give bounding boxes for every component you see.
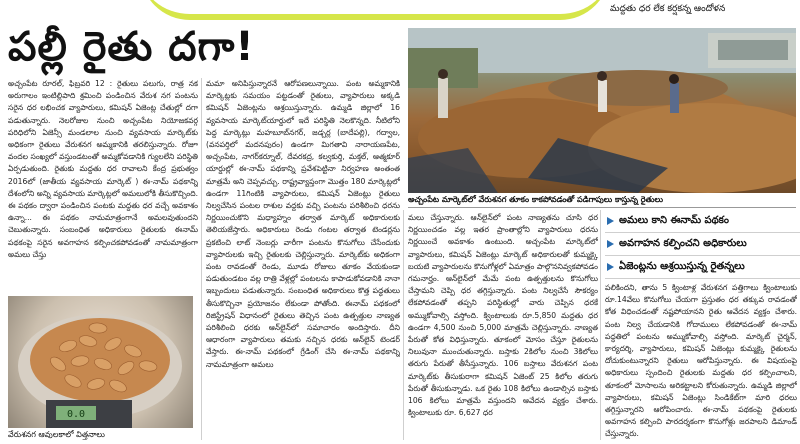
column-4-text: పలికిందని, తాను 5 క్వింటాళ్ల వేరుశనగ పత్తిగాలు క్వింటాలుకు రూ.14వేలు కొనుగోలు చేయగా ప్రస్తుతం ధర తక్కువ రావడంతో కోత విధించడంతో నష్టపోయానని రైతు ఆవేదన వ్యక్తం చేశారు. పంట నిల్వ చేయడానికి గోదాములు లేకపోవడంతో ఈ-నామ్ పద్ధతిలో పంటను అమ్ముకోవాల్సి వస్తోంది. మార్కెట్ చైర్మన్, కార్యదర్శి, వ్యాపారులు, కమిషన్ ఏజెంట్లు కుమ్మక్కై రైతులను దోచుకుంటున్నారని రైతులు ఆరోపిస్తున్నారు. ఈ విషయంపై అధికారులు స్పందించి రైతులకు మద్దతు ధర కల్పించాలని, తూకంలో మోసాలను అరికట్టాలని కోరుతున్నారు. ఉమ్మడి జిల్లాలో వ్యాపారులు, కమిషన్ ఏజెంట్లు సిండికేట్‌గా మారి ధరలు తగ్గిస్తున్నారని ఆరోపించారు. ఈ-నామ్ పథకంపై రైతులకు అవగాహన కల్పించి పారదర్శకంగా కొనుగోళ్లు జరపాలని డిమాండ్ చేస్తున్నారు. bbox=[605, 283, 797, 439]
article-column-4 bbox=[605, 282, 797, 442]
groundnut-photo bbox=[8, 296, 193, 428]
groundnut-photo-caption: వేరుశనగ ఆవులకాలో విత్తనాలు bbox=[8, 430, 105, 439]
column-2-text: మమా అనిపిస్తున్నారనే ఆరోపణలున్నాయి. పంట అమ్మకానికి మార్కెట్లకు సమయం పట్టడంతో రైతులు, వ్యాపారులు అక్కడి కమిషన్ ఏజెంట్లను ఆశ్రయిస్తున్నారు. ఉమ్మడి జిల్లాలో 16 వ్యవసాయ మార్కెట్‌యార్డులో ఇదే పరిస్థితి నెలకొన్నది. నీటిలోని పెద్ద మార్కెట్లు మహబూబ్‌నగర్, జడ్చర్ల (బాదేపల్లి), గద్వాల, (వనపర్తిలో మదనపురం) ఉండగా మిగతావి నారాయణపేట, అచ్చంపేట, నాగర్‌కర్నూల్, దేవరకద్ర, కల్వకుర్తి, మక్తల్, ఆత్మకూర్ యార్డుల్లో ఈ-నామ్ పథకాన్ని ప్రవేశపెట్టినా నిర్వహణ అంతంత మాత్రమే అని చెప్పవచ్చు. రాష్ట్రవ్యాప్తంగా మొత్తం 180 మార్కెట్లలో ఉండగా 11గింటికి వ్యాపారులు, కమిషన్ ఏజెంట్లు రైతులు నిల్వచేసిన పంటల రాశుల వద్దకు వచ్చి పంటను పరిశీలించి ధరను నిర్ణయించుకొని మధ్యాహ్నం తర్వాత మార్కెట్ అధికారులకు తెలియజేస్తారు. అధికారులు రెండు గంటల తర్వాత టెండర్లను ప్రకటించి లాట్ నెంబర్లు వారీగా పంటను కొనుగోలు చేసేందుకు వ్యాపారులకు ఇచ్చి రైతులకు చెల్లిస్తున్నారు. మార్కెట్‌కు అధికంగా పంట రావడంతో రెండు, మూడు రోజులు తూకం వేయకుండా పడుతుండటం వల్ల రాత్రి వేళ్లల్లో పంటలను కాపాడుకోవడానికి నానా ఇబ్బందులు పడుతున్నారు. సంబంధిత అధికారులు కొత్త పద్ధతులు తీసుకొచ్చినా ప్రయోజనం లేకుండా పోతోంది. ఈనామ్ పథకంలో రిజిస్ట్రేషన్ విధానంలో రైతులు తెచ్చిన పంట ఉత్పత్తుల నాణ్యత పరిశీలించి ధరకు ఆన్‌లైన్‌లో సమాచారం అందిస్తారు. దీని ఆధారంగా వ్యాపారులు తమకు నచ్చిన ధరకు ఆన్‌లైన్ టెండర్ వేస్తారు. ఈ-నామ్ పథకంలో గ్రేడింగ్ చేసి ఈ-నామ్ పథకాన్ని నామమాత్రంగా అమలు bbox=[206, 79, 400, 369]
highlight-item: అమలు కాని ఈనామ్ పథకం bbox=[605, 210, 800, 233]
column-divider bbox=[201, 78, 202, 440]
column-divider bbox=[600, 210, 601, 440]
column-3-text: మలు చేస్తున్నారు. ఆన్‌లైన్‌లో పంట నాణ్యతను చూసి ధర నిర్ణయించడం వల్ల ఇతర ప్రాంతాల్లోని వ్యాపారులు ధరను నిర్ణయించే అవకాశం ఉంటుంది. అచ్చంపేట మార్కెట్‌లో వ్యాపారులు, కమిషన్ ఏజెంట్లు మార్కెట్ అధికారులతో కుమ్మక్కై బయటి వ్యాపారులను కొనుగోళ్లలో ఏమాత్రం పాల్గొననివ్వకపోవడం గమనార్హం. ఆన్‌లైన్‌లో మేమే పంట ఉత్పత్తులను కొనుగోలు చేస్తామని చెప్పి ధర తగ్గిస్తున్నారు. పంట నిల్వచేసే సౌకర్యం లేకపోవడంతో తప్పని పరిస్థితుల్లో వారు చెప్పిన ధరకే అమ్ముకోవాల్సి వస్తోంది. క్వింటాలుకు రూ.5,850 మద్దతు ధర ఉండగా 4,500 నుంచి 5,000 మాత్రమే చెల్లిస్తున్నారు. నాణ్యత పేరుతో కోత విధిస్తున్నారు. తూకంలో మోసం చేస్తూ రైతులను నిలువునా ముంచుతున్నారు. బస్తాకు 2కిలోల నుంచి 3కిలోలు తరుగు పేరుతో తీసేస్తున్నారు. 106 బస్తాలు వేరుశనగ పంట మార్కెట్‌కు తీసుకురాగా కమిషన్ ఏజెంట్ 25 కిలోల తరుగు పేరుతో తీసుకున్నాడు. ఒక రైతు 108 కిలోలు ఉండాల్సిన బస్తాకు 106 కిలోలు మాత్రమే వస్తుందని ఆవేదన వ్యక్తం చేశారు. క్వింటాలుకు రూ. 6,627 ధర bbox=[408, 213, 598, 418]
headline: పల్లీ రైతు దగా! bbox=[8, 24, 255, 70]
decorative-arc bbox=[140, 0, 610, 20]
groundnut-bowl-illustration bbox=[8, 296, 193, 428]
column-1-text: అచ్చంపేట రూరల్, ఫిబ్రవరి 12 : రైతులు పలుగు, రాత్ర నక అరుగాలం ఇంటిల్లిపాది శ్రమించి పండించిన వేరుశ నగ పంటను సరైన ధర లభించక వ్యాపారులు, కమిషన్ ఏజెంట్ల చేతుల్లో దగా పడుతున్నారు. నెలరోజుల నుంచి అచ్చంపేట నియోజకవర్గ పరిధిలోని ఏజెన్సీ మండలాల నుంచి వ్యవసాయ మార్కెట్‌కు అధికంగా రైతులు వేరుశనగ అమ్మకానికి తరలిస్తున్నారు. రోజూ వందల సంఖ్యలో వస్తుండటంతో అమ్మకోవడానికి గ్యులలేని పరిస్థితి ఏర్పడుతుంది. రైతుకు మద్దతు ధర రావాలని కేంద్ర ప్రభుత్వం 2016లో (జాతీయ వ్యవసాయ మార్కెట్ ) ఈ-నామ్ పథకాన్ని దేశంలోని అన్ని వ్యవసాయ మార్కెట్లలో అమలులోకి తీసుకొచ్చింది. ఈ పథకం ద్వారా పండించిన పంటకు మద్దతు ధర వచ్చే అవకాశం ఉన్నా... ఈ పథకం నామమాత్రంగానే అమలవుతుందని చెబుతున్నారు. సంబంధిత అధికారులు రైతులకు ఈనామ్ పథకంపై సరైన అవగాహన కల్పించకపోవడంతో నామమాత్రంగా అమలు చేస్తు bbox=[8, 79, 198, 259]
market-photo-caption: అచ్చంపేట మార్కెట్‌లో వేరుశనగ తూకం కాకపోవడంతో పడిగాపులు కాస్తున్న రైతులు bbox=[408, 193, 796, 208]
article-column-1 bbox=[8, 78, 198, 294]
market-photo bbox=[408, 28, 796, 193]
highlights-list bbox=[605, 210, 800, 279]
highlight-item: ఏజెంట్లను ఆశ్రయిస్తున్న రైతన్నలు bbox=[605, 256, 800, 279]
highlight-item: అవగాహన కల్పించని అధికారులు bbox=[605, 233, 800, 256]
tagline: మద్దతు ధర లేక కర్షకన్న ఆందోళన bbox=[610, 4, 726, 14]
article-column-2 bbox=[206, 78, 400, 440]
market-photo-illustration bbox=[408, 28, 796, 193]
article-column-3 bbox=[408, 212, 598, 442]
column-divider bbox=[403, 210, 404, 440]
scale-readout: 0.0 bbox=[66, 409, 86, 420]
